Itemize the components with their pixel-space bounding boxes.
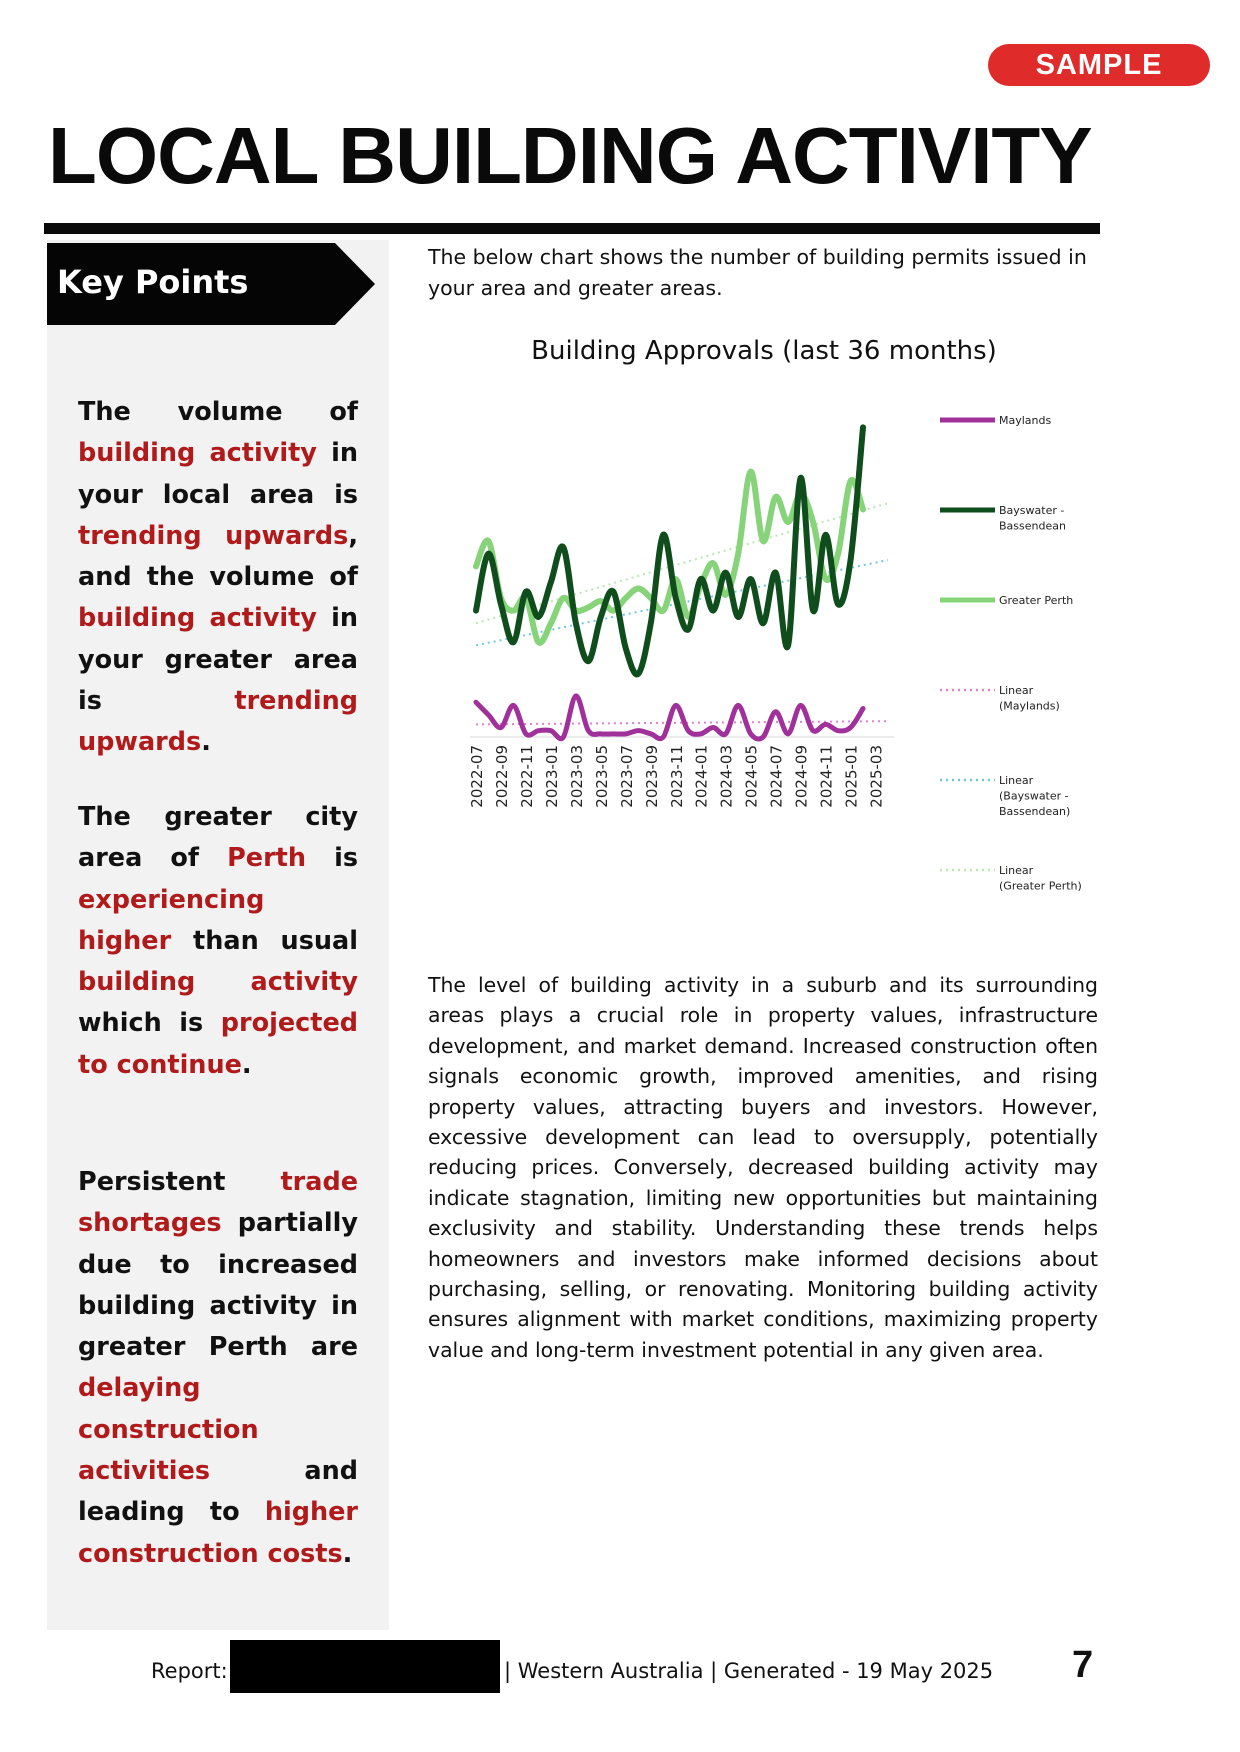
- highlight-text: higher construction costs: [78, 1497, 358, 1569]
- key-point-text: in your local area is: [78, 438, 358, 510]
- highlight-text: experiencing higher: [78, 884, 265, 956]
- x-tick-label: 2024-05: [742, 745, 761, 808]
- highlight-text: building activity: [78, 438, 317, 469]
- key-point-text: The volume of: [78, 397, 358, 427]
- highlight-text: trending upwards: [78, 686, 358, 758]
- legend-label: Maylands: [999, 414, 1052, 427]
- key-point-3: [78, 1162, 358, 1575]
- x-tick-label: 2025-01: [842, 745, 861, 808]
- body-paragraph: The level of building activity in a suburb and its surrounding areas plays a crucial role in property values, infrastructure development, and market demand. Increased construction often signals economic growth, improved amenities, and rising property values, attracting buyers and investors. However, excessive development can lead to oversupply, potentially reducing prices. Conversely, decreased building activity may indicate stagnation, limiting new opportunities but maintaining exclusivity and stability. Understanding these trends helps homeowners and investors make informed decisions about purchasing, selling, or renovating. Monitoring building activity ensures alignment with market conditions, maximizing property value and long-term investment potential in any given area.: [428, 973, 1098, 1362]
- highlight-text: building activity: [78, 603, 317, 634]
- x-tick-label: 2022-09: [492, 745, 511, 808]
- key-point-text: than usual: [171, 925, 358, 956]
- page-title: LOCAL BUILDING ACTIVITY: [48, 111, 1092, 200]
- key-point-text: in your greater area is: [78, 603, 358, 717]
- x-tick-label: 2023-11: [667, 745, 686, 808]
- x-tick-label: 2024-11: [817, 745, 836, 808]
- legend-label: Linear (Maylands): [999, 684, 1060, 713]
- key-point-text: and leading to: [78, 1456, 358, 1528]
- legend-label: Bayswater -Bassendean: [999, 504, 1066, 533]
- x-tick-label: 2024-09: [792, 745, 811, 808]
- x-tick-label: 2024-01: [692, 745, 711, 808]
- redacted-address: [230, 1640, 500, 1693]
- key-point-text: Persistent: [78, 1167, 281, 1197]
- page-number: 7: [1072, 1644, 1094, 1686]
- footer-meta: | Western Australia | Generated - 19 May 2025: [504, 1659, 994, 1683]
- x-tick-label: 2023-01: [542, 745, 561, 808]
- key-point-2: [78, 797, 358, 1086]
- key-point-text: .: [201, 727, 211, 758]
- x-tick-label: 2025-03: [867, 745, 886, 808]
- legend-label: Linear (Bayswater -Bassendean): [999, 774, 1071, 818]
- highlight-text: projected to continue: [78, 1008, 358, 1080]
- highlight-text: trade shortages: [78, 1167, 358, 1239]
- key-point-text: is: [306, 843, 359, 874]
- x-tick-label: 2022-07: [468, 745, 486, 808]
- highlight-text: Perth: [227, 843, 306, 874]
- key-point-text: , and the volume of: [78, 520, 358, 593]
- legend-label: Linear (Greater Perth): [999, 864, 1082, 893]
- chart-title: Building Approvals (last 36 months): [531, 336, 997, 366]
- key-point-text: .: [342, 1538, 353, 1569]
- key-point-text: The greater city area of: [78, 802, 358, 874]
- x-tick-label: 2024-07: [767, 745, 786, 808]
- building-approvals-chart: [440, 395, 1100, 925]
- footer-report-label: Report:: [151, 1659, 228, 1683]
- legend-label: Greater Perth: [999, 594, 1074, 607]
- key-points-banner: [47, 243, 375, 325]
- key-point-text: partially due to increased building activity in greater Perth are: [78, 1208, 358, 1363]
- highlight-text: building activity: [78, 967, 358, 998]
- highlight-text: delaying construction activities: [78, 1373, 259, 1487]
- key-points-heading: Key Points: [57, 263, 249, 301]
- series-line-maylands: [476, 696, 863, 739]
- x-tick-label: 2023-07: [617, 745, 636, 808]
- key-point-text: which is: [78, 1008, 221, 1039]
- title-divider: [44, 223, 1100, 234]
- x-tick-label: 2023-05: [592, 745, 611, 808]
- sample-badge: SAMPLE: [988, 44, 1210, 86]
- x-tick-label: 2024-03: [717, 745, 736, 808]
- x-tick-label: 2022-11: [517, 745, 536, 808]
- x-tick-label: 2023-03: [567, 745, 586, 808]
- highlight-text: trending upwards: [78, 520, 349, 551]
- key-point-text: .: [241, 1049, 252, 1080]
- chart-intro-text: The below chart shows the number of building permits issued in your area and greater areas.: [428, 245, 1087, 300]
- x-tick-label: 2023-09: [642, 745, 661, 808]
- key-point-1: [78, 392, 358, 764]
